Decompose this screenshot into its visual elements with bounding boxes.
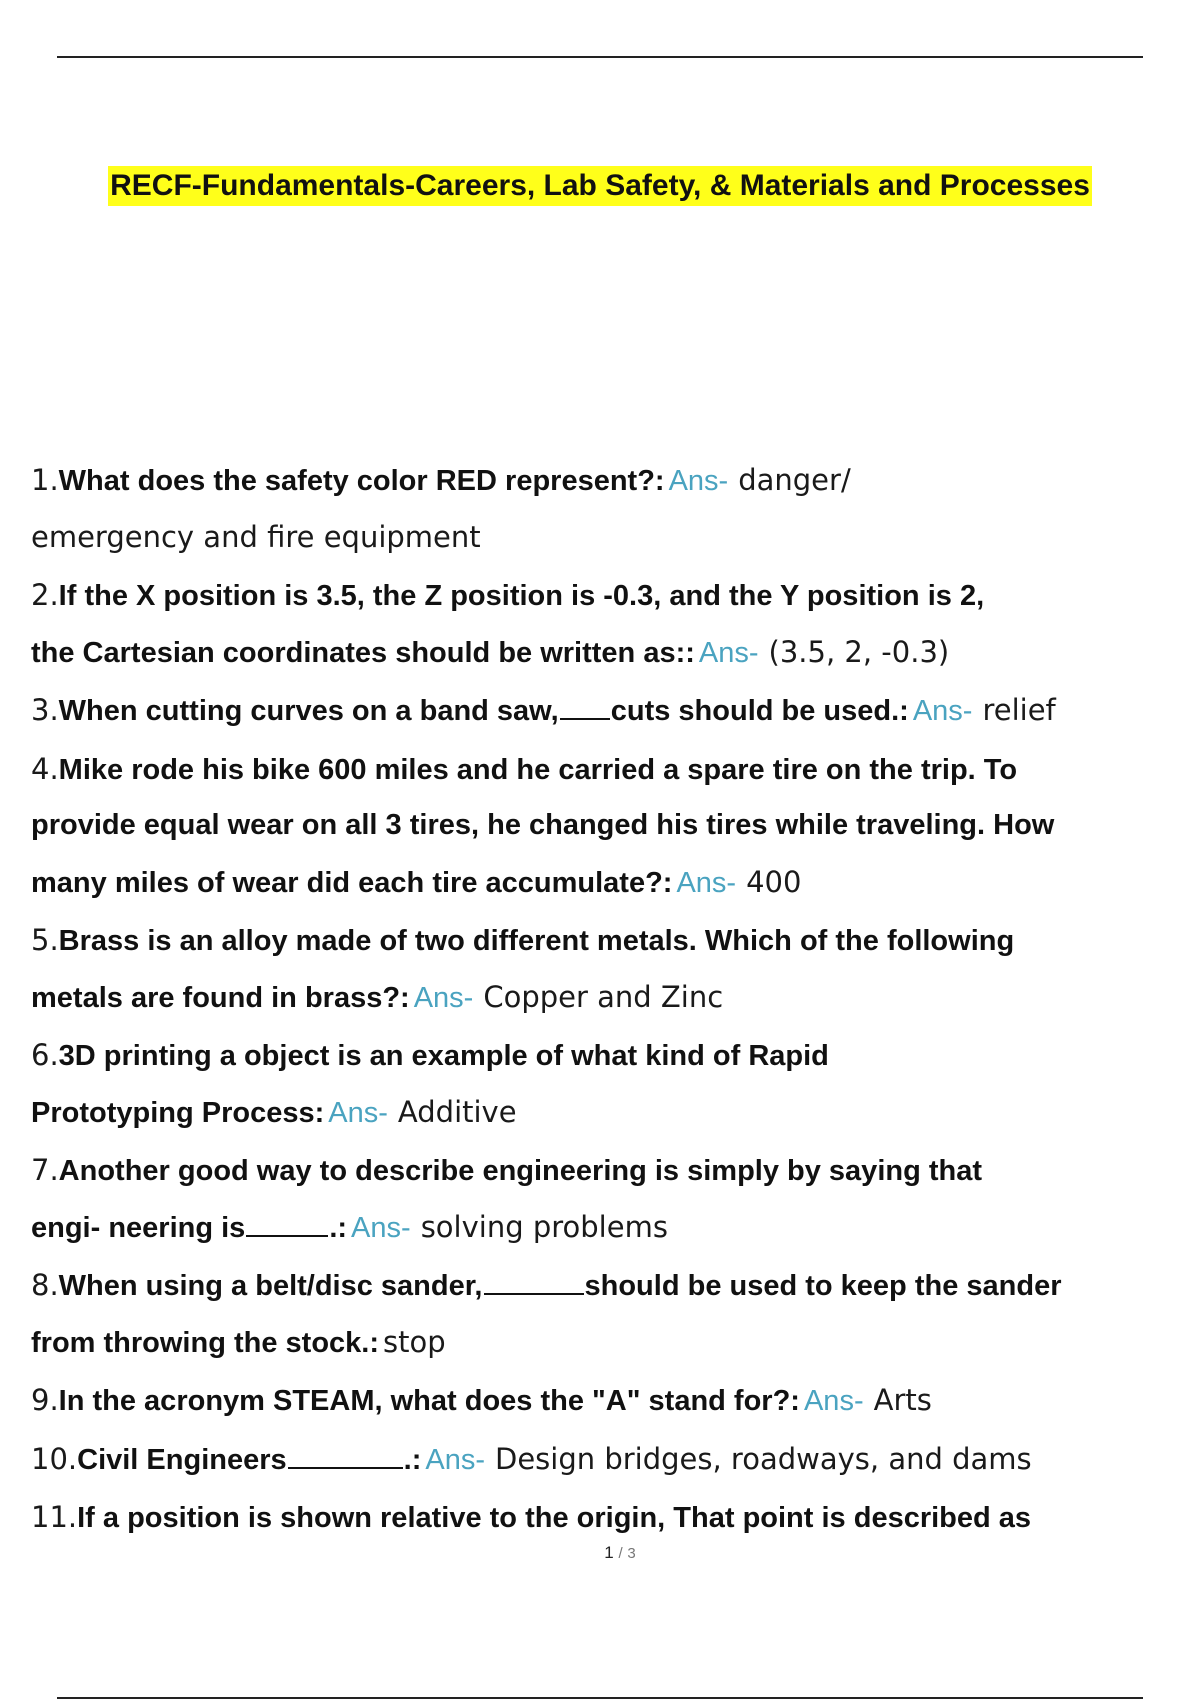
fill-in-blank (246, 1207, 328, 1237)
question-number: 4. (31, 751, 59, 786)
question-number: 5. (31, 923, 59, 957)
question-text: If the X position is 3.5, the Z position is -0.3, and the Y position is 2, (58, 580, 985, 612)
answer-text: Additive (397, 1094, 517, 1129)
fill-in-blank (484, 1265, 584, 1295)
question-number: 2. (31, 578, 59, 612)
question-text-continued: many miles of wear did each tire accumulate?: (31, 866, 673, 899)
bottom-rule (57, 1697, 1143, 1699)
question-text-continued: metals are found in brass?: (31, 981, 410, 1014)
answer-text-continued: emergency and fire equipment (31, 519, 481, 554)
question-text-continued: Prototyping Process: (31, 1096, 325, 1129)
answer-label: Ans- (328, 1096, 388, 1129)
question-text: 3D printing a object is an example of what kind of Rapid (58, 1040, 829, 1072)
question-item-6 (31, 1027, 1200, 1140)
question-text: When cutting curves on a band saw, (58, 695, 559, 727)
question-text: What does the safety color RED represent?: (58, 465, 665, 497)
question-punctuation: .: (403, 1443, 422, 1476)
question-number: 9. (31, 1383, 59, 1417)
answer-label: Ans- (912, 695, 973, 727)
answer-label: Ans- (351, 1211, 411, 1244)
question-item-11 (31, 1489, 1200, 1546)
question-text-continued: should be used to keep the sander (584, 1270, 1062, 1302)
answer-text: stop (383, 1324, 446, 1359)
question-text-continued: engi- neering is (31, 1211, 246, 1244)
question-text: Brass is an alloy made of two different metals. Which of the following (58, 925, 1015, 957)
fill-in-blank (288, 1439, 403, 1469)
answer-label: Ans- (425, 1443, 485, 1476)
question-item-4 (31, 741, 1200, 911)
question-number: 6. (31, 1038, 59, 1072)
answer-text: Design bridges, roadways, and dams (495, 1441, 1032, 1476)
page-indicator (0, 1543, 1200, 1563)
answer-label: Ans- (698, 636, 759, 669)
answer-text: solving problems (420, 1209, 668, 1244)
question-number: 10. (31, 1441, 78, 1476)
question-item-3 (31, 682, 1200, 739)
question-item-1 (31, 452, 1200, 565)
question-punctuation: .: (329, 1211, 348, 1244)
top-rule (57, 56, 1143, 58)
question-text: If a position is shown relative to the origin, That point is described as (77, 1502, 1032, 1534)
question-text-continued: the Cartesian coordinates should be written as:: (31, 636, 695, 669)
question-item-2 (31, 567, 1200, 680)
answer-text: (3.5, 2, -0.3) (768, 634, 950, 669)
question-item-10 (31, 1431, 1200, 1488)
answer-label: Ans- (668, 465, 729, 497)
answer-text: danger/ (738, 463, 851, 497)
question-number: 7. (31, 1153, 59, 1187)
answer-text: 400 (746, 864, 802, 899)
question-text: When using a belt/disc sander, (58, 1270, 483, 1302)
question-item-7 (31, 1142, 1200, 1255)
question-text-continued: from throwing the stock.: (31, 1326, 379, 1359)
fill-in-blank (560, 690, 610, 720)
page-total: 3 (627, 1545, 636, 1562)
question-text: Mike rode his bike 600 miles and he carried a spare tire on the trip. To (58, 753, 1018, 786)
question-number: 11. (31, 1500, 78, 1534)
answer-label: Ans- (676, 866, 737, 899)
question-text: Another good way to describe engineering is simply by saying that (58, 1155, 983, 1187)
question-item-5 (31, 912, 1200, 1025)
answer-text: relief (982, 693, 1056, 727)
page-separator: / (618, 1545, 623, 1562)
question-item-8 (31, 1257, 1200, 1370)
question-number: 3. (31, 693, 59, 727)
title-container (0, 166, 1200, 206)
question-number: 8. (31, 1268, 59, 1302)
question-item-9 (31, 1372, 1200, 1429)
question-text: In the acronym STEAM, what does the "A" stand for?: (58, 1385, 800, 1417)
page-current: 1 (604, 1543, 614, 1562)
answer-text: Copper and Zinc (483, 979, 724, 1014)
question-text-continued: provide equal wear on all 3 tires, he changed his tires while traveling. How (31, 809, 1055, 841)
question-text-continued: cuts should be used.: (610, 695, 909, 727)
answer-label: Ans- (803, 1385, 864, 1417)
answer-label: Ans- (413, 981, 474, 1014)
document-title: RECF-Fundamentals-Careers, Lab Safety, & Materials and Processes (108, 166, 1092, 206)
question-number: 1. (31, 463, 59, 497)
answer-text: Arts (873, 1383, 932, 1417)
question-text: Civil Engineers (77, 1443, 287, 1476)
question-list (31, 452, 1200, 1548)
